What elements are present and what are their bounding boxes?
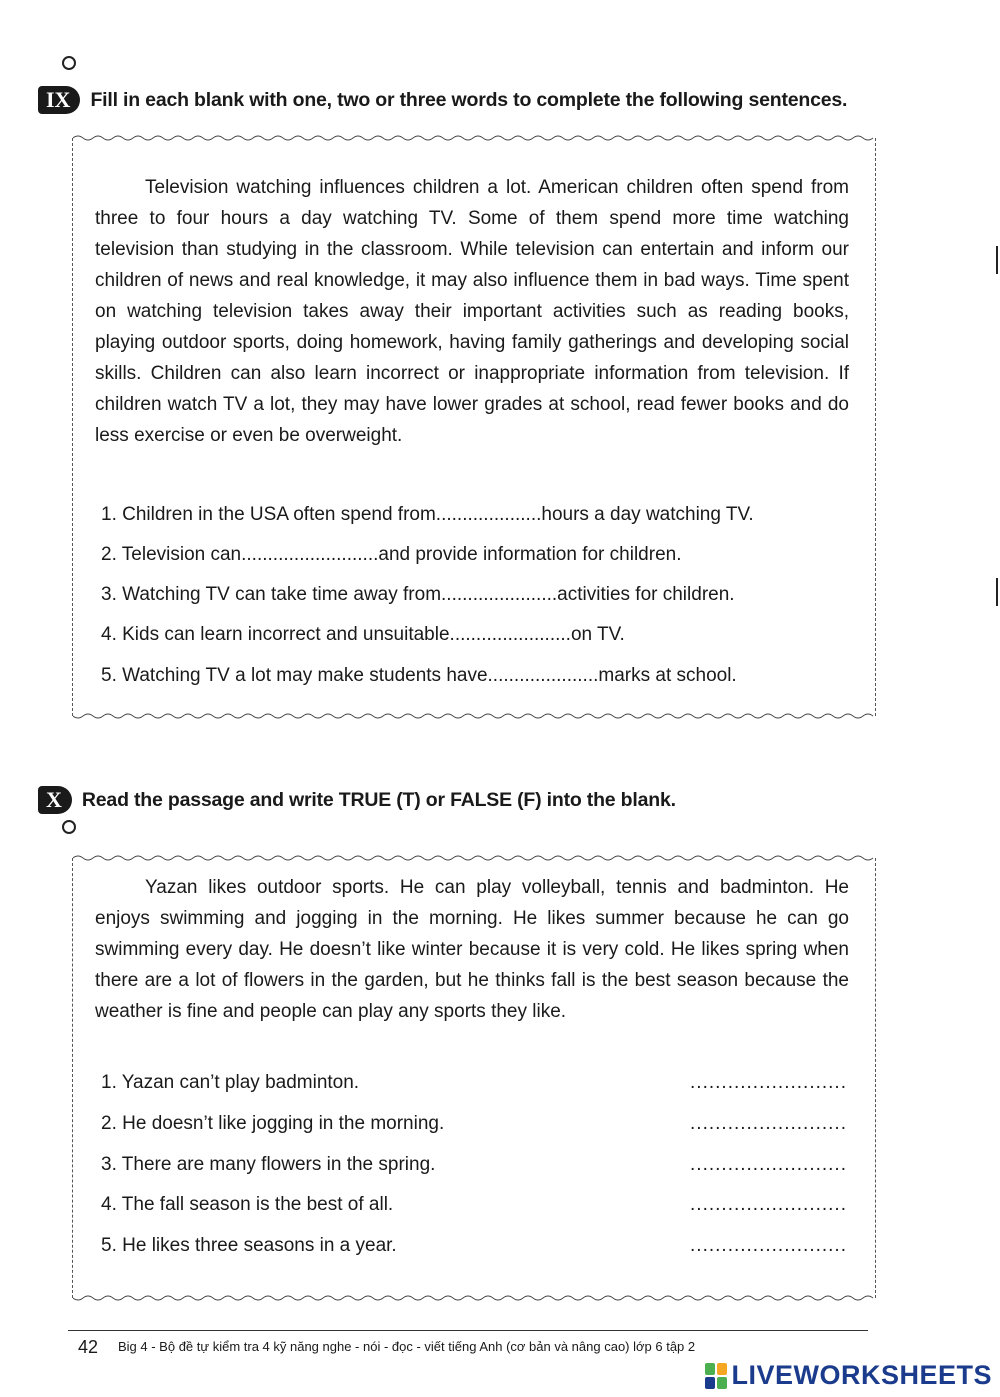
- book-title: Big 4 - Bộ đề tự kiểm tra 4 kỹ năng nghe - nói - đọc - viết tiếng Anh (cơ bản và nâng cao) lớp 6 tập 2: [118, 1339, 696, 1354]
- passage-text: Television watching influences children a lot. American children often spend from three to four hours a day watching TV. Some of them spend more time watching television than studying in the classroom. While television can entertain and inform our children of news and real knowledge, it may also influence them in bad ways. Time spent on watching television takes away their important activities such as reading books, playing outdoor sports, doing homework, having family gatherings and developing social skills. Children can also learn incorrect or inappropriate information from television. If children watch TV a lot, they may have lower grades at school, read fewer books and do less exercise or even be overweight.: [95, 177, 849, 446]
- wavy-border-top: [73, 854, 875, 862]
- question-4: 4. Kids can learn incorrect and unsuitable.......................on TV.: [101, 624, 625, 645]
- answer-blank[interactable]: .........................: [690, 1235, 847, 1256]
- page-number: 42: [78, 1337, 99, 1357]
- tf-statement-5: [101, 1235, 847, 1257]
- statement-text: 3. There are many flowers in the spring.: [101, 1154, 436, 1175]
- wavy-border-top: [73, 134, 875, 142]
- section-10-passage: [95, 872, 849, 1027]
- section-10-instruction: Read the passage and write TRUE (T) or FALSE (F) into the blank.: [81, 788, 676, 811]
- section-9-instruction: Fill in each blank with one, two or three words to complete the following sentences.: [90, 88, 848, 111]
- wavy-border-bottom: [73, 1294, 875, 1302]
- brand-text: LIVEWORKSHEETS: [731, 1360, 992, 1390]
- tf-statement-1: [101, 1072, 847, 1094]
- question-5: 5. Watching TV a lot may make students have.....................marks at school.: [101, 665, 737, 686]
- question-3: 3. Watching TV can take time away from......................activities for children.: [101, 584, 735, 605]
- statement-text: 1. Yazan can’t play badminton.: [101, 1072, 360, 1093]
- liveworksheets-watermark: [705, 1360, 992, 1391]
- pin-decoration-icon: [62, 820, 76, 834]
- section-10-badge: X: [38, 786, 72, 814]
- section-10-heading: [38, 786, 676, 814]
- liveworksheets-logo-icon: [705, 1363, 727, 1389]
- question-1: 1. Children in the USA often spend from....................hours a day watching TV.: [101, 504, 754, 525]
- section-10-box: [72, 858, 876, 1298]
- scan-edge-mark: [996, 578, 998, 606]
- pin-decoration-icon: [62, 56, 76, 70]
- statement-text: 5. He likes three seasons in a year.: [101, 1235, 397, 1256]
- tf-statement-4: [101, 1194, 847, 1216]
- section-9-heading: [38, 86, 847, 114]
- page-footer: [68, 1330, 868, 1357]
- statement-text: 4. The fall season is the best of all.: [101, 1194, 394, 1215]
- tf-statement-2: [101, 1113, 847, 1135]
- answer-blank[interactable]: .........................: [690, 1072, 847, 1093]
- section-9-badge: IX: [38, 86, 80, 114]
- wavy-border-bottom: [73, 712, 875, 720]
- scan-edge-mark: [996, 246, 998, 274]
- section-9-box: [72, 138, 876, 716]
- statement-text: 2. He doesn’t like jogging in the morning.: [101, 1113, 445, 1134]
- answer-blank[interactable]: .........................: [690, 1154, 847, 1175]
- section-9-passage: [95, 172, 849, 451]
- answer-blank[interactable]: .........................: [690, 1113, 847, 1134]
- passage-text: Yazan likes outdoor sports. He can play volleyball, tennis and badminton. He enjoys swimming and jogging in the morning. He likes summer because he can go swimming every day. He doesn’t like winter because it is very cold. He likes spring when there are a lot of flowers in the garden, but he thinks fall is the best season because the weather is fine and people can play any sports they like.: [95, 877, 849, 1022]
- answer-blank[interactable]: .........................: [690, 1194, 847, 1215]
- tf-statement-3: [101, 1154, 847, 1176]
- question-2: 2. Television can..........................and provide information for children.: [101, 544, 682, 565]
